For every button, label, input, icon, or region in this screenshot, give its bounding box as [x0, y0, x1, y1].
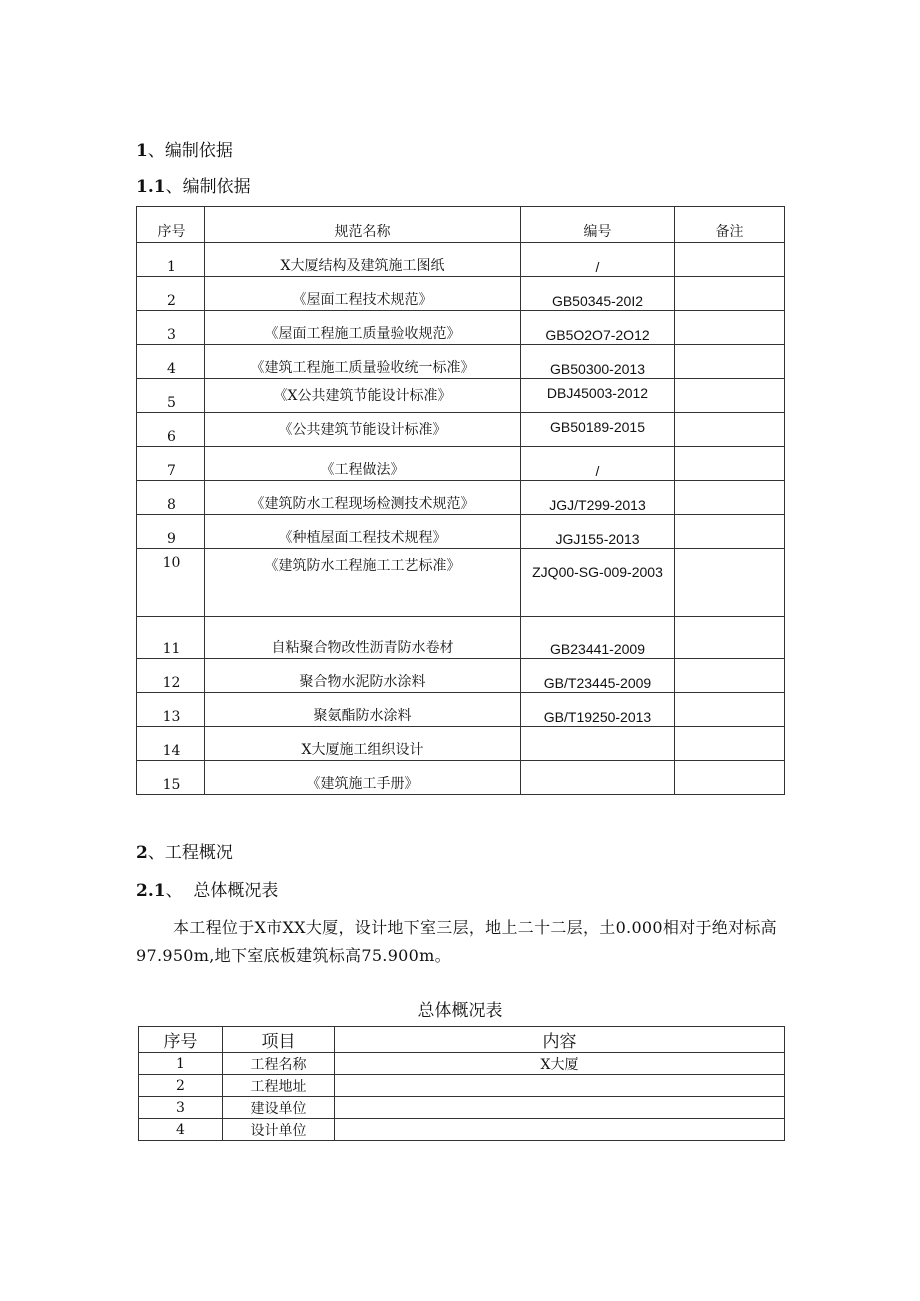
table-row	[139, 1119, 785, 1141]
row-code: GB/T23445-2009	[521, 659, 675, 693]
row-seq: 10	[137, 549, 205, 617]
row-seq: 12	[137, 659, 205, 693]
row-code: /	[521, 447, 675, 481]
row-name: 《建筑防水工程现场检测技术规范》	[205, 481, 521, 515]
row-seq: 1	[139, 1053, 223, 1075]
section-2-number: 2	[136, 843, 148, 863]
row-note	[675, 727, 785, 761]
row-note	[675, 549, 785, 617]
section-2-1-title: 、 总体概况表	[165, 881, 279, 901]
table-row	[137, 345, 785, 379]
row-name: 《建筑工程施工质量验收统一标准》	[205, 345, 521, 379]
table-row	[137, 549, 785, 617]
table-row	[137, 515, 785, 549]
overview-table-caption: 总体概况表	[417, 1001, 503, 1021]
overview-table-header-row	[139, 1027, 785, 1053]
table-row	[139, 1097, 785, 1119]
table-row	[137, 413, 785, 447]
row-note	[675, 277, 785, 311]
table-row	[137, 243, 785, 277]
section-2-1-number: 2.1	[136, 881, 166, 901]
table-row	[139, 1053, 785, 1075]
row-name: 《工程做法》	[205, 447, 521, 481]
section-1-number: 1	[136, 141, 148, 161]
header-seq: 序号	[137, 207, 205, 243]
row-code: GB/T19250-2013	[521, 693, 675, 727]
row-name: 《建筑施工手册》	[205, 761, 521, 795]
section-2-1-heading	[136, 876, 278, 901]
row-content	[335, 1075, 785, 1097]
table-row	[137, 761, 785, 795]
row-note	[675, 413, 785, 447]
row-item: 建设单位	[223, 1097, 335, 1119]
row-note	[675, 345, 785, 379]
row-seq: 6	[137, 413, 205, 447]
row-name: 自粘聚合物改性沥青防水卷材	[205, 617, 521, 659]
row-seq: 3	[137, 311, 205, 345]
row-name: 《建筑防水工程施工工艺标准》	[205, 549, 521, 617]
row-seq: 3	[139, 1097, 223, 1119]
header-item: 项目	[223, 1027, 335, 1053]
row-name: 《种植屋面工程技术规程》	[205, 515, 521, 549]
row-item: 工程地址	[223, 1075, 335, 1097]
section-1-1-heading	[136, 172, 251, 197]
section-1-heading	[136, 136, 233, 161]
header-content: 内容	[335, 1027, 785, 1053]
row-seq: 9	[137, 515, 205, 549]
row-code: GB50345-20I2	[521, 277, 675, 311]
row-content	[335, 1119, 785, 1141]
row-code: /	[521, 243, 675, 277]
row-name: X大厦施工组织设计	[205, 727, 521, 761]
row-code: JGJ/T299-2013	[521, 481, 675, 515]
section-1-title: 、编制依据	[147, 141, 233, 161]
row-seq: 2	[137, 277, 205, 311]
row-name: 聚氨酯防水涂料	[205, 693, 521, 727]
table-row	[137, 311, 785, 345]
row-seq: 4	[137, 345, 205, 379]
row-name: X大厦结构及建筑施工图纸	[205, 243, 521, 277]
row-content: X大厦	[335, 1053, 785, 1075]
row-code	[521, 761, 675, 795]
row-note	[675, 761, 785, 795]
basis-table-header-row	[137, 207, 785, 243]
section-1-1-title: 、编制依据	[165, 177, 251, 197]
table-row	[139, 1075, 785, 1097]
row-seq: 11	[137, 617, 205, 659]
row-name: 《屋面工程施工质量验收规范》	[205, 311, 521, 345]
row-note	[675, 481, 785, 515]
row-seq: 2	[139, 1075, 223, 1097]
row-code: GB5O2O7-2O12	[521, 311, 675, 345]
row-code: GB23441-2009	[521, 617, 675, 659]
table-row	[137, 617, 785, 659]
row-name: 《X公共建筑节能设计标准》	[205, 379, 521, 413]
table-row	[137, 659, 785, 693]
row-item: 工程名称	[223, 1053, 335, 1075]
table-row	[137, 693, 785, 727]
row-note	[675, 447, 785, 481]
row-seq: 5	[137, 379, 205, 413]
row-code	[521, 727, 675, 761]
header-note: 备注	[675, 207, 785, 243]
table-row	[137, 277, 785, 311]
row-seq: 14	[137, 727, 205, 761]
row-seq: 15	[137, 761, 205, 795]
row-item: 设计单位	[223, 1119, 335, 1141]
row-seq: 8	[137, 481, 205, 515]
row-name: 《公共建筑节能设计标准》	[205, 413, 521, 447]
row-seq: 13	[137, 693, 205, 727]
overview-paragraph: 本工程位于X市XX大厦，设计地下室三层，地上二十二层，土0.000相对于绝对标高97.950m,地下室底板建筑标高75.900m。	[136, 918, 777, 965]
table-row	[137, 481, 785, 515]
section-2-title: 、工程概况	[147, 843, 233, 863]
section-1-1-number: 1.1	[136, 177, 166, 197]
row-name: 《屋面工程技术规范》	[205, 277, 521, 311]
header-name: 规范名称	[205, 207, 521, 243]
section-2-heading	[136, 838, 233, 863]
row-note	[675, 379, 785, 413]
row-note	[675, 659, 785, 693]
row-note	[675, 243, 785, 277]
basis-table	[136, 206, 785, 795]
row-code: GB50189-2015	[521, 413, 675, 447]
row-note	[675, 515, 785, 549]
row-seq: 1	[137, 243, 205, 277]
table-row	[137, 379, 785, 413]
row-code: DBJ45003-2012	[521, 379, 675, 413]
row-content	[335, 1097, 785, 1119]
row-code: JGJ155-2013	[521, 515, 675, 549]
row-name: 聚合物水泥防水涂料	[205, 659, 521, 693]
row-seq: 4	[139, 1119, 223, 1141]
table-row	[137, 447, 785, 481]
overview-table	[138, 1026, 785, 1141]
row-note	[675, 693, 785, 727]
row-seq: 7	[137, 447, 205, 481]
row-code: GB50300-2013	[521, 345, 675, 379]
row-code: ZJQ00-SG-009-2003	[521, 549, 675, 617]
row-note	[675, 311, 785, 345]
header-code: 编号	[521, 207, 675, 243]
header-seq: 序号	[139, 1027, 223, 1053]
row-note	[675, 617, 785, 659]
table-row	[137, 727, 785, 761]
